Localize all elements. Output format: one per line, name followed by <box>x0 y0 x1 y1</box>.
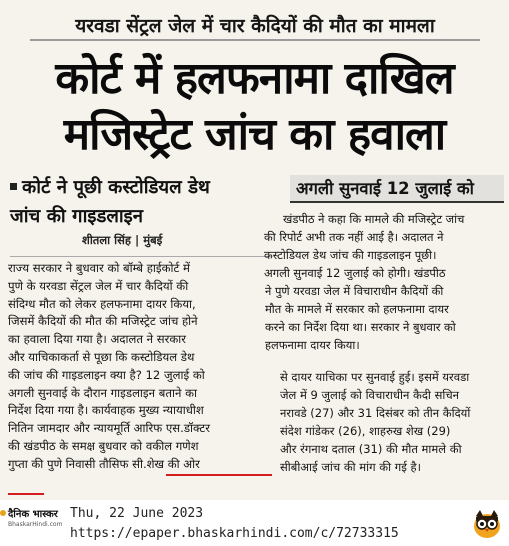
headline-line-2: मजिस्ट्रेट जांच का हवाला <box>63 109 446 160</box>
owl-icon <box>470 506 504 540</box>
body-line: जिसमें कैदियों की मौत की मजिस्ट्रेट जांच होने <box>8 314 198 329</box>
box-line: हलफनामा दायर किया। <box>265 338 360 352</box>
box-title: अगली सुनवाई 12 जुलाई को <box>290 175 504 203</box>
body-line: संदिग्ध मौत को लेकर हलफनामा दायर किया, <box>8 296 196 311</box>
body-text: की खंडपीठ के समक्ष बुधवार को <box>8 438 146 453</box>
red-underline-1 <box>166 474 272 476</box>
body-line: की जांच की गाइडलाइन क्या है? 12 जुलाई को <box>8 367 205 382</box>
sidebar-box <box>264 170 506 368</box>
epaper-url[interactable]: https://epaper.bhaskarhindi.com/c/72733315 <box>70 526 399 541</box>
subhead-line-1 <box>10 173 272 202</box>
body-line: अगली सुनवाई के दौरान गाइडलाइन बताने का <box>8 385 198 400</box>
edition-date: Thu, 22 June 2023 <box>70 506 204 521</box>
body-line: नरावडे (27) और 31 दिसंबर को तीन कैदियों <box>280 406 471 420</box>
headline-line-1: कोर्ट में हलफनामा दाखिल <box>55 53 454 104</box>
box-line: ने पुणे यरवडा जेल में विचाराधीन कैदियों की <box>265 284 444 298</box>
logo-dot-icon <box>0 510 6 516</box>
box-line: खंडपीठ ने कहा कि मामले की मजिस्ट्रेट जांच <box>283 212 465 226</box>
box-body <box>264 210 494 354</box>
body-line: का हवाला दिया गया है। अदालत ने सरकार <box>8 332 187 347</box>
highlighted-lawyer-surname: गुप्ता <box>8 456 28 471</box>
box-line: करने का निर्देश दिया था। सरकार ने बुधवार को <box>265 320 456 334</box>
body-line: से दायर याचिका पर सुनवाई हुई। इसमें यरवडा <box>280 370 470 384</box>
subhead-line-2: जांच की गाइडलाइन <box>10 206 144 227</box>
body-line: पुणे के यरवडा सेंट्रल जेल में चार कैदियों की <box>8 278 189 293</box>
body-line: निर्देश दिया गया है। कार्यवाहक मुख्य न्यायाधीश <box>8 403 204 418</box>
body-line <box>8 438 272 456</box>
subhead-text-1: कोर्ट ने पूछी कस्टोडियल डेथ <box>22 177 210 198</box>
box-line: कस्टोडियल डेथ जांच की गाइडलाइन पूछी। <box>264 248 437 262</box>
logo-subtext: BhaskarHindi.com <box>8 521 63 528</box>
kicker-bar <box>30 9 480 41</box>
body-line: और रंगनाथ दताल (31) की मौत मामले की <box>280 442 462 456</box>
body-line: संदेश गांडेकर (26), शाहरुख शेख (29) <box>280 424 451 438</box>
logo-text: दैनिक भास्कर <box>8 509 58 520</box>
body-column-right <box>280 368 506 476</box>
highlighted-lawyer-name: वकील गणेश <box>145 438 199 453</box>
body-line: सीबीआई जांच की मांग की गई है। <box>280 460 421 474</box>
body-text: की पुणे निवासी तौसिफ सी.शेख की ओर <box>27 456 200 471</box>
body-line: और याचिकाकर्ता से पूछा कि कस्टोडियल डेथ <box>8 349 195 364</box>
box-line: मौत के मामले में सरकार को हलफनामा दायर <box>265 302 449 316</box>
publisher-logo[interactable] <box>2 506 63 542</box>
byline-divider <box>10 256 272 257</box>
body-line: नितिन जामदार और न्यायमूर्ति आरिफ एस.डॉक्टर <box>8 421 210 436</box>
box-line: की रिपोर्ट अभी तक नहीं आई है। अदालत ने <box>264 230 444 244</box>
body-line: जेल में 9 जुलाई को विचाराधीन कैदी सचिन <box>280 388 459 402</box>
body-column-left <box>8 260 272 474</box>
byline: शीतला सिंह | मुंबई <box>82 233 163 247</box>
body-line <box>8 456 272 474</box>
kicker: यरवडा सेंट्रल जेल में चार कैदियों की मौत का मामला <box>75 15 435 37</box>
bullet-square-icon <box>10 183 17 190</box>
red-underline-2 <box>8 493 44 495</box>
box-line: अगली सुनवाई 12 जुलाई को होगी। खंडपीठ <box>264 266 446 280</box>
body-line: राज्य सरकार ने बुधवार को बॉम्बे हाईकोर्ट में <box>8 261 190 275</box>
subheadline <box>10 173 272 231</box>
